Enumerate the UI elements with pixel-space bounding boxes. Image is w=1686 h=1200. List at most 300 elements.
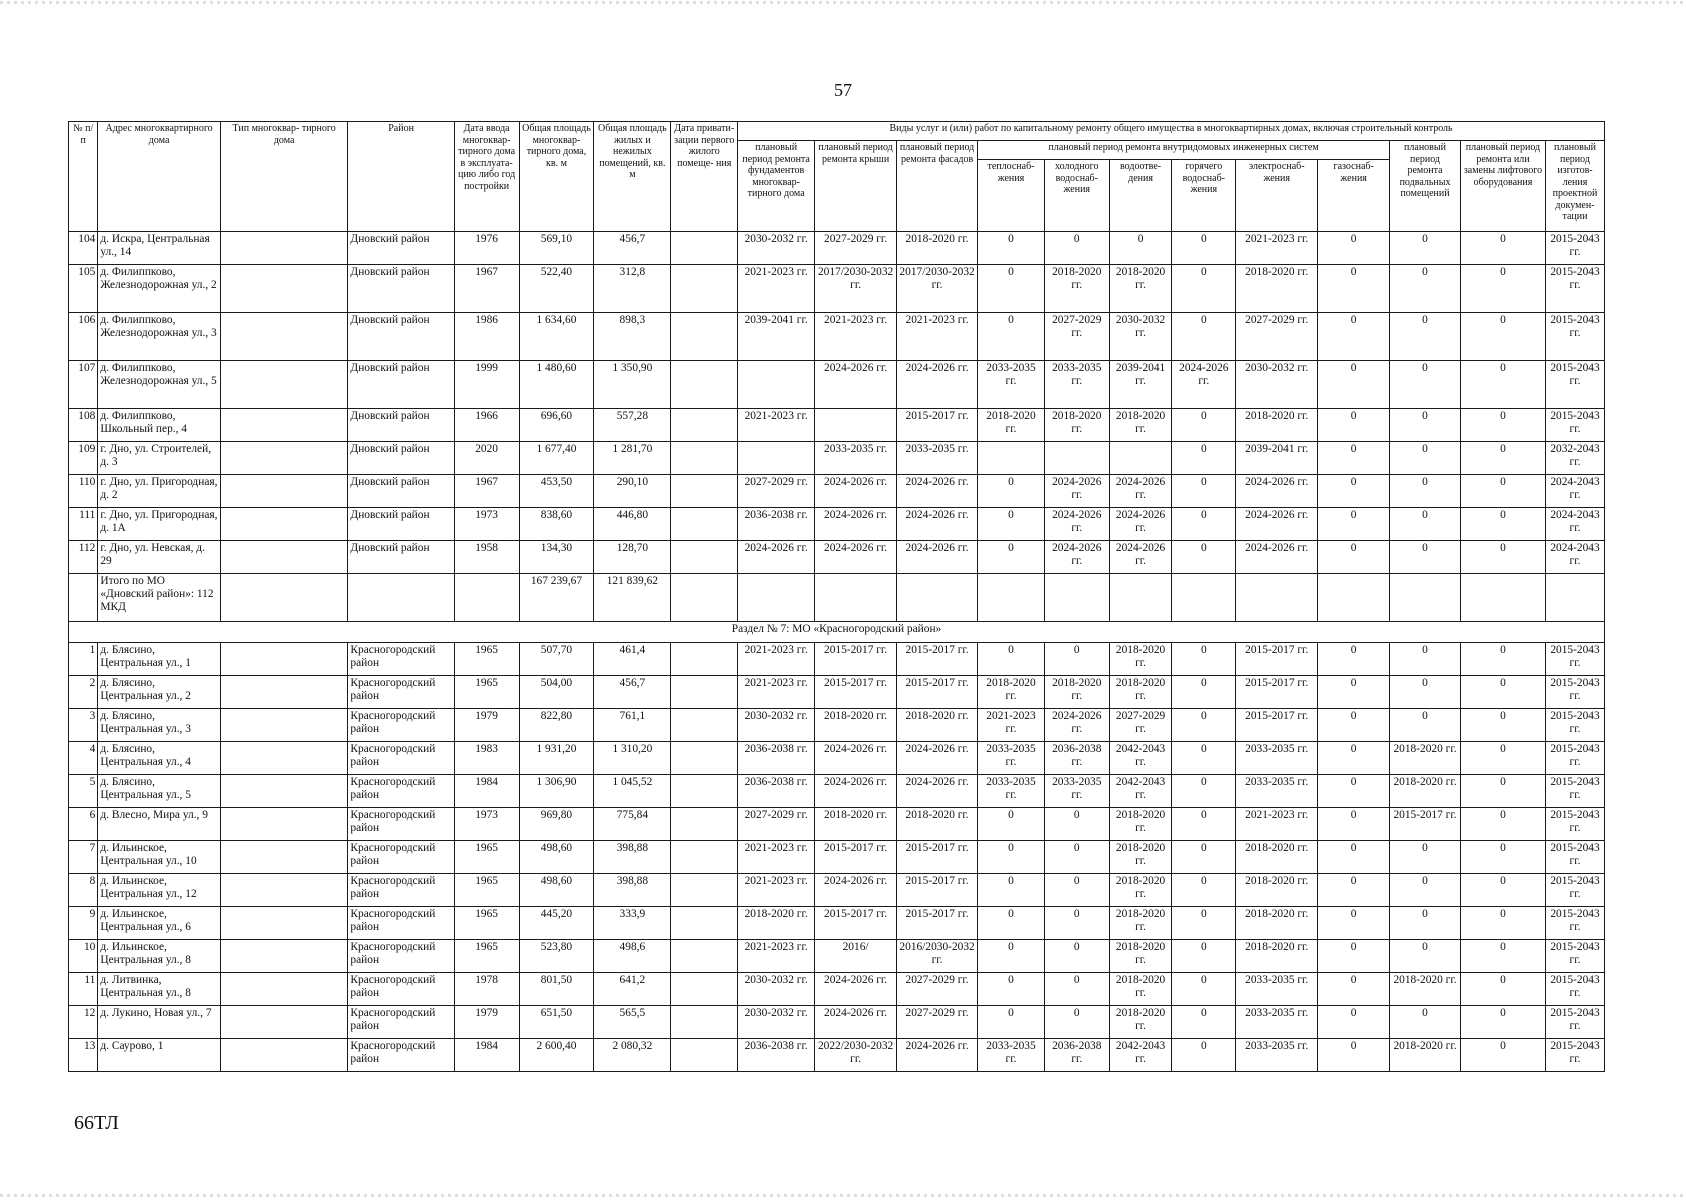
cell-living: 761,1 bbox=[594, 709, 671, 742]
cell-basement: 0 bbox=[1390, 676, 1461, 709]
cell-type bbox=[220, 541, 348, 574]
cell-address: д. Ильинское, Центральная ул., 12 bbox=[98, 874, 221, 907]
header-systems-group: плановый период ремонта внутридомовых инженерных систем bbox=[978, 141, 1390, 160]
cell-facade: 2024-2026 гг. bbox=[897, 1039, 978, 1072]
cell-sewer: 2018-2020 гг. bbox=[1109, 841, 1172, 874]
scan-edge-bottom bbox=[0, 1194, 1686, 1197]
cell-docs: 2015-2043 гг. bbox=[1545, 742, 1604, 775]
footer-code: 66ТЛ bbox=[74, 1112, 119, 1134]
cell-foundation: 2021-2023 гг. bbox=[738, 940, 815, 973]
cell-living: 456,7 bbox=[594, 232, 671, 265]
cell-basement: 0 bbox=[1390, 475, 1461, 508]
cell-address: г. Дно, ул. Пригородная, д. 1А bbox=[98, 508, 221, 541]
cell-sewer: 2042-2043 гг. bbox=[1109, 742, 1172, 775]
cell-priv bbox=[671, 313, 738, 361]
cell-basement: 0 bbox=[1390, 907, 1461, 940]
cell-elevator: 0 bbox=[1460, 940, 1545, 973]
cell-basement: 2018-2020 гг. bbox=[1390, 973, 1461, 1006]
cell-electric: 2033-2035 гг. bbox=[1236, 742, 1318, 775]
cell-foundation: 2036-2038 гг. bbox=[738, 742, 815, 775]
cell-district: Красногородский район bbox=[348, 676, 454, 709]
cell-heat: 0 bbox=[978, 313, 1045, 361]
cell-electric: 2039-2041 гг. bbox=[1236, 442, 1318, 475]
cell-district: Красногородский район bbox=[348, 907, 454, 940]
cell-heat: 0 bbox=[978, 475, 1045, 508]
cell-year: 1958 bbox=[454, 541, 519, 574]
cell-year: 1965 bbox=[454, 676, 519, 709]
cell-address: д. Искра, Центральная ул., 14 bbox=[98, 232, 221, 265]
cell-basement: 2018-2020 гг. bbox=[1390, 742, 1461, 775]
cell-sewer: 2030-2032 гг. bbox=[1109, 313, 1172, 361]
cell-elevator: 0 bbox=[1460, 1039, 1545, 1072]
cell-heat bbox=[978, 442, 1045, 475]
cell-n: 1 bbox=[69, 643, 98, 676]
cell-heat: 0 bbox=[978, 541, 1045, 574]
section-title: Раздел № 7: МО «Красногородский район» bbox=[69, 622, 1605, 643]
cell-elevator: 0 bbox=[1460, 775, 1545, 808]
cell-facade: 2016/2030-2032 гг. bbox=[897, 940, 978, 973]
table-row bbox=[69, 475, 1605, 508]
cell-heat: 2033-2035 гг. bbox=[978, 1039, 1045, 1072]
cell-facade: 2027-2029 гг. bbox=[897, 973, 978, 1006]
table-row bbox=[69, 874, 1605, 907]
cell-district: Дновский район bbox=[348, 232, 454, 265]
cell-heat: 0 bbox=[978, 808, 1045, 841]
cell-facade: 2024-2026 гг. bbox=[897, 361, 978, 409]
cell-gas: 0 bbox=[1318, 808, 1390, 841]
cell-foundation: 2021-2023 гг. bbox=[738, 874, 815, 907]
total-area-sum: 167 239,67 bbox=[519, 574, 594, 622]
cell-cold: 0 bbox=[1044, 874, 1109, 907]
cell-electric: 2018-2020 гг. bbox=[1236, 940, 1318, 973]
cell-n: 2 bbox=[69, 676, 98, 709]
cell-heat: 0 bbox=[978, 643, 1045, 676]
cell-facade: 2018-2020 гг. bbox=[897, 232, 978, 265]
cell-docs: 2015-2043 гг. bbox=[1545, 775, 1604, 808]
cell-total: 134,30 bbox=[519, 541, 594, 574]
cell-basement: 0 bbox=[1390, 874, 1461, 907]
cell-gas: 0 bbox=[1318, 775, 1390, 808]
cell-type bbox=[220, 709, 348, 742]
cell-facade: 2021-2023 гг. bbox=[897, 313, 978, 361]
cell-gas: 0 bbox=[1318, 676, 1390, 709]
cell-priv bbox=[671, 775, 738, 808]
cell-type bbox=[220, 232, 348, 265]
cell-elevator: 0 bbox=[1460, 475, 1545, 508]
cell-hot: 0 bbox=[1172, 742, 1236, 775]
cell-district: Дновский район bbox=[348, 361, 454, 409]
cell-year: 1965 bbox=[454, 907, 519, 940]
cell-living: 498,6 bbox=[594, 940, 671, 973]
header-works-group: Виды услуг и (или) работ по капитальному ремонту общего имущества в многоквартирных домах, включая строительный контроль bbox=[738, 122, 1605, 141]
cell-year: 1978 bbox=[454, 973, 519, 1006]
cell-foundation: 2039-2041 гг. bbox=[738, 313, 815, 361]
cell-cold: 0 bbox=[1044, 808, 1109, 841]
cell-year: 1967 bbox=[454, 475, 519, 508]
cell-type bbox=[220, 643, 348, 676]
cell-address: д. Блясино, Центральная ул., 3 bbox=[98, 709, 221, 742]
cell-roof: 2027-2029 гг. bbox=[815, 232, 897, 265]
cell-facade: 2015-2017 гг. bbox=[897, 643, 978, 676]
cell-district: Дновский район bbox=[348, 442, 454, 475]
cell-sewer: 2018-2020 гг. bbox=[1109, 808, 1172, 841]
cell-living: 312,8 bbox=[594, 265, 671, 313]
cell-hot: 0 bbox=[1172, 1006, 1236, 1039]
cell-electric: 2021-2023 гг. bbox=[1236, 232, 1318, 265]
header-design-docs: плановый период изготов- ления проектной докумен- тации bbox=[1545, 141, 1604, 232]
cell-heat: 0 bbox=[978, 907, 1045, 940]
cell-address: д. Ильинское, Центральная ул., 10 bbox=[98, 841, 221, 874]
cell-basement: 0 bbox=[1390, 709, 1461, 742]
cell-year: 1966 bbox=[454, 409, 519, 442]
cell-gas: 0 bbox=[1318, 265, 1390, 313]
cell-district: Красногородский район bbox=[348, 973, 454, 1006]
cell-elevator: 0 bbox=[1460, 709, 1545, 742]
cell-hot: 0 bbox=[1172, 973, 1236, 1006]
cell-electric: 2033-2035 гг. bbox=[1236, 775, 1318, 808]
cell-n: 5 bbox=[69, 775, 98, 808]
header-basement: плановый период ремонта подвальных помещений bbox=[1390, 141, 1461, 232]
cell-total: 822,80 bbox=[519, 709, 594, 742]
cell-district: Дновский район bbox=[348, 508, 454, 541]
cell-year: 1976 bbox=[454, 232, 519, 265]
cell-total: 801,50 bbox=[519, 973, 594, 1006]
cell-year: 1999 bbox=[454, 361, 519, 409]
table-row bbox=[69, 907, 1605, 940]
cell-facade: 2017/2030-2032 гг. bbox=[897, 265, 978, 313]
cell-sewer: 2042-2043 гг. bbox=[1109, 1039, 1172, 1072]
cell-year: 1965 bbox=[454, 643, 519, 676]
cell-type bbox=[220, 1039, 348, 1072]
cell-living: 2 080,32 bbox=[594, 1039, 671, 1072]
cell-living: 456,7 bbox=[594, 676, 671, 709]
table-row bbox=[69, 1006, 1605, 1039]
cell-docs: 2015-2043 гг. bbox=[1545, 973, 1604, 1006]
cell-foundation bbox=[738, 361, 815, 409]
cell-address: г. Дно, ул. Пригородная, д. 2 bbox=[98, 475, 221, 508]
cell-cold: 2024-2026 гг. bbox=[1044, 709, 1109, 742]
cell-roof: 2015-2017 гг. bbox=[815, 643, 897, 676]
cell-n: 9 bbox=[69, 907, 98, 940]
cell-sewer: 2024-2026 гг. bbox=[1109, 508, 1172, 541]
header-roof: плановый период ремонта крыши bbox=[815, 141, 897, 232]
cell-living: 128,70 bbox=[594, 541, 671, 574]
cell-electric: 2018-2020 гг. bbox=[1236, 874, 1318, 907]
cell-heat: 2021-2023 гг. bbox=[978, 709, 1045, 742]
cell-roof: 2024-2026 гг. bbox=[815, 874, 897, 907]
cell-hot: 0 bbox=[1172, 232, 1236, 265]
cell-hot: 0 bbox=[1172, 508, 1236, 541]
cell-foundation: 2036-2038 гг. bbox=[738, 508, 815, 541]
cell-docs: 2015-2043 гг. bbox=[1545, 907, 1604, 940]
cell-sewer: 2018-2020 гг. bbox=[1109, 265, 1172, 313]
page-number: 57 bbox=[834, 80, 852, 100]
cell-heat: 0 bbox=[978, 1006, 1045, 1039]
table-row bbox=[69, 232, 1605, 265]
cell-sewer bbox=[1109, 442, 1172, 475]
cell-total: 523,80 bbox=[519, 940, 594, 973]
table-row bbox=[69, 442, 1605, 475]
cell-foundation: 2030-2032 гг. bbox=[738, 232, 815, 265]
cell-elevator: 0 bbox=[1460, 409, 1545, 442]
cell-docs: 2015-2043 гг. bbox=[1545, 808, 1604, 841]
cell-gas: 0 bbox=[1318, 940, 1390, 973]
cell-n: 109 bbox=[69, 442, 98, 475]
cell-cold: 2036-2038 гг. bbox=[1044, 1039, 1109, 1072]
cell-hot: 0 bbox=[1172, 1039, 1236, 1072]
cell-cold: 2018-2020 гг. bbox=[1044, 676, 1109, 709]
cell-n: 108 bbox=[69, 409, 98, 442]
cell-address: д. Блясино, Центральная ул., 1 bbox=[98, 643, 221, 676]
cell-cold: 0 bbox=[1044, 1006, 1109, 1039]
table-row bbox=[69, 940, 1605, 973]
total-row bbox=[69, 574, 1605, 622]
cell-roof: 2022/2030-2032 гг. bbox=[815, 1039, 897, 1072]
table-row bbox=[69, 775, 1605, 808]
cell-heat: 2018-2020 гг. bbox=[978, 676, 1045, 709]
cell-year: 2020 bbox=[454, 442, 519, 475]
cell-basement: 0 bbox=[1390, 265, 1461, 313]
table-body bbox=[69, 232, 1605, 1072]
cell-gas: 0 bbox=[1318, 709, 1390, 742]
cell-living: 557,28 bbox=[594, 409, 671, 442]
cell-year: 1984 bbox=[454, 1039, 519, 1072]
cell-living: 775,84 bbox=[594, 808, 671, 841]
header-district: Район bbox=[348, 122, 454, 232]
cell-cold: 0 bbox=[1044, 973, 1109, 1006]
table-row bbox=[69, 643, 1605, 676]
cell-n: 10 bbox=[69, 940, 98, 973]
cell-cold: 2036-2038 гг. bbox=[1044, 742, 1109, 775]
header-num: № п/п bbox=[69, 122, 98, 232]
table-row bbox=[69, 808, 1605, 841]
cell-address: д. Литвинка, Центральная ул., 8 bbox=[98, 973, 221, 1006]
cell-foundation: 2036-2038 гг. bbox=[738, 1039, 815, 1072]
cell-elevator: 0 bbox=[1460, 676, 1545, 709]
cell-foundation: 2021-2023 гг. bbox=[738, 643, 815, 676]
cell-total: 498,60 bbox=[519, 841, 594, 874]
table-row bbox=[69, 676, 1605, 709]
cell-elevator: 0 bbox=[1460, 1006, 1545, 1039]
cell-total: 507,70 bbox=[519, 643, 594, 676]
cell-type bbox=[220, 265, 348, 313]
cell-electric: 2033-2035 гг. bbox=[1236, 973, 1318, 1006]
cell-district: Красногородский район bbox=[348, 874, 454, 907]
cell-type bbox=[220, 1006, 348, 1039]
header-foundation: плановый период ремонта фундаментов многоквар- тирного дома bbox=[738, 141, 815, 232]
cell-gas: 0 bbox=[1318, 841, 1390, 874]
cell-elevator: 0 bbox=[1460, 643, 1545, 676]
cell-cold: 2033-2035 гг. bbox=[1044, 775, 1109, 808]
cell-docs: 2024-2043 гг. bbox=[1545, 541, 1604, 574]
cell-address: д. Блясино, Центральная ул., 5 bbox=[98, 775, 221, 808]
cell-year: 1979 bbox=[454, 709, 519, 742]
cell-roof: 2024-2026 гг. bbox=[815, 475, 897, 508]
header-living-area: Общая площадь жилых и нежилых помещений, кв. м bbox=[594, 122, 671, 232]
cell-year: 1979 bbox=[454, 1006, 519, 1039]
cell-basement: 0 bbox=[1390, 313, 1461, 361]
cell-total: 1 306,90 bbox=[519, 775, 594, 808]
cell-facade: 2018-2020 гг. bbox=[897, 808, 978, 841]
cell-gas: 0 bbox=[1318, 475, 1390, 508]
header-privatization: Дата привати- зации первого жилого помеще- ния bbox=[671, 122, 738, 232]
cell-gas: 0 bbox=[1318, 742, 1390, 775]
cell-sewer: 2024-2026 гг. bbox=[1109, 541, 1172, 574]
cell-electric: 2033-2035 гг. bbox=[1236, 1006, 1318, 1039]
cell-priv bbox=[671, 643, 738, 676]
cell-electric: 2015-2017 гг. bbox=[1236, 709, 1318, 742]
cell-docs: 2015-2043 гг. bbox=[1545, 1006, 1604, 1039]
cell-electric: 2033-2035 гг. bbox=[1236, 1039, 1318, 1072]
cell-total: 498,60 bbox=[519, 874, 594, 907]
cell-address: д. Блясино, Центральная ул., 4 bbox=[98, 742, 221, 775]
cell-elevator: 0 bbox=[1460, 361, 1545, 409]
cell-district: Красногородский район bbox=[348, 841, 454, 874]
cell-n: 6 bbox=[69, 808, 98, 841]
cell-hot: 0 bbox=[1172, 265, 1236, 313]
cell-roof: 2016/ bbox=[815, 940, 897, 973]
cell-cold: 2027-2029 гг. bbox=[1044, 313, 1109, 361]
cell-type bbox=[220, 907, 348, 940]
cell-facade: 2033-2035 гг. bbox=[897, 442, 978, 475]
cell-year: 1967 bbox=[454, 265, 519, 313]
cell-cold: 2024-2026 гг. bbox=[1044, 541, 1109, 574]
cell-sewer: 2018-2020 гг. bbox=[1109, 874, 1172, 907]
cell-docs: 2015-2043 гг. bbox=[1545, 409, 1604, 442]
cell-living: 461,4 bbox=[594, 643, 671, 676]
cell-gas: 0 bbox=[1318, 541, 1390, 574]
cell-type bbox=[220, 313, 348, 361]
cell-sewer: 2027-2029 гг. bbox=[1109, 709, 1172, 742]
cell-living: 290,10 bbox=[594, 475, 671, 508]
cell-sewer: 2018-2020 гг. bbox=[1109, 940, 1172, 973]
cell-foundation: 2030-2032 гг. bbox=[738, 1006, 815, 1039]
cell-gas: 0 bbox=[1318, 442, 1390, 475]
cell-type bbox=[220, 742, 348, 775]
table-row bbox=[69, 313, 1605, 361]
cell-elevator: 0 bbox=[1460, 907, 1545, 940]
cell-district: Дновский район bbox=[348, 265, 454, 313]
cell-foundation: 2021-2023 гг. bbox=[738, 676, 815, 709]
cell-type bbox=[220, 841, 348, 874]
section-row bbox=[69, 622, 1605, 643]
cell-electric: 2018-2020 гг. bbox=[1236, 265, 1318, 313]
cell-basement: 0 bbox=[1390, 361, 1461, 409]
cell-priv bbox=[671, 1039, 738, 1072]
cell-year: 1986 bbox=[454, 313, 519, 361]
cell-heat: 0 bbox=[978, 265, 1045, 313]
cell-foundation: 2024-2026 гг. bbox=[738, 541, 815, 574]
cell-sewer: 0 bbox=[1109, 232, 1172, 265]
cell-year: 1973 bbox=[454, 808, 519, 841]
cell-cold: 2024-2026 гг. bbox=[1044, 475, 1109, 508]
cell-priv bbox=[671, 874, 738, 907]
cell-district: Красногородский район bbox=[348, 709, 454, 742]
cell-elevator: 0 bbox=[1460, 808, 1545, 841]
cell-docs: 2015-2043 гг. bbox=[1545, 232, 1604, 265]
cell-district: Дновский район bbox=[348, 409, 454, 442]
cell-priv bbox=[671, 709, 738, 742]
cell-hot: 0 bbox=[1172, 709, 1236, 742]
cell-priv bbox=[671, 361, 738, 409]
cell-priv bbox=[671, 676, 738, 709]
cell-cold: 0 bbox=[1044, 232, 1109, 265]
cell-foundation: 2021-2023 гг. bbox=[738, 841, 815, 874]
cell-total: 969,80 bbox=[519, 808, 594, 841]
cell-roof: 2018-2020 гг. bbox=[815, 808, 897, 841]
cell-living: 898,3 bbox=[594, 313, 671, 361]
cell-address: д. Ильинское, Центральная ул., 6 bbox=[98, 907, 221, 940]
table-row bbox=[69, 361, 1605, 409]
cell-total: 696,60 bbox=[519, 409, 594, 442]
cell-basement: 0 bbox=[1390, 841, 1461, 874]
cell-type bbox=[220, 361, 348, 409]
cell-priv bbox=[671, 808, 738, 841]
header-gas: газоснаб- жения bbox=[1318, 160, 1390, 232]
cell-priv bbox=[671, 907, 738, 940]
cell-living: 1 350,90 bbox=[594, 361, 671, 409]
cell-cold: 0 bbox=[1044, 643, 1109, 676]
cell-total: 1 480,60 bbox=[519, 361, 594, 409]
cell-district: Красногородский район bbox=[348, 808, 454, 841]
cell-roof bbox=[815, 409, 897, 442]
cell-roof: 2021-2023 гг. bbox=[815, 313, 897, 361]
cell-address: д. Филиппково, Железнодорожная ул., 5 bbox=[98, 361, 221, 409]
cell-living: 446,80 bbox=[594, 508, 671, 541]
cell-total: 838,60 bbox=[519, 508, 594, 541]
cell-n: 12 bbox=[69, 1006, 98, 1039]
cell-basement: 0 bbox=[1390, 1006, 1461, 1039]
cell-n: 7 bbox=[69, 841, 98, 874]
cell-living: 641,2 bbox=[594, 973, 671, 1006]
cell-roof: 2015-2017 гг. bbox=[815, 907, 897, 940]
scan-edge-top bbox=[0, 1, 1686, 4]
cell-electric: 2024-2026 гг. bbox=[1236, 508, 1318, 541]
cell-total: 1 677,40 bbox=[519, 442, 594, 475]
cell-address: д. Филиппково, Железнодорожная ул., 3 bbox=[98, 313, 221, 361]
cell-gas: 0 bbox=[1318, 313, 1390, 361]
cell-district: Красногородский район bbox=[348, 775, 454, 808]
cell-docs: 2015-2043 гг. bbox=[1545, 709, 1604, 742]
cell-address: д. Влесно, Мира ул., 9 bbox=[98, 808, 221, 841]
cell-priv bbox=[671, 973, 738, 1006]
header-facade: плановый период ремонта фасадов bbox=[897, 141, 978, 232]
cell-living: 1 310,20 bbox=[594, 742, 671, 775]
cell-facade: 2024-2026 гг. bbox=[897, 508, 978, 541]
cell-n: 3 bbox=[69, 709, 98, 742]
total-label: Итого по МО «Дновский район»: 112 МКД bbox=[98, 574, 221, 622]
cell-basement: 0 bbox=[1390, 508, 1461, 541]
cell-n: 8 bbox=[69, 874, 98, 907]
cell-priv bbox=[671, 841, 738, 874]
cell-facade: 2024-2026 гг. bbox=[897, 475, 978, 508]
cell-electric: 2018-2020 гг. bbox=[1236, 841, 1318, 874]
cell-facade: 2024-2026 гг. bbox=[897, 775, 978, 808]
cell-district: Красногородский район bbox=[348, 1039, 454, 1072]
cell-roof: 2024-2026 гг. bbox=[815, 775, 897, 808]
cell-foundation: 2030-2032 гг. bbox=[738, 973, 815, 1006]
cell-roof: 2017/2030-2032 гг. bbox=[815, 265, 897, 313]
cell-type bbox=[220, 973, 348, 1006]
cell-elevator: 0 bbox=[1460, 742, 1545, 775]
cell-priv bbox=[671, 541, 738, 574]
cell-elevator: 0 bbox=[1460, 442, 1545, 475]
cell-electric: 2027-2029 гг. bbox=[1236, 313, 1318, 361]
cell-priv bbox=[671, 265, 738, 313]
cell-hot: 0 bbox=[1172, 313, 1236, 361]
cell-sewer: 2039-2041 гг. bbox=[1109, 361, 1172, 409]
cell-district: Дновский район bbox=[348, 313, 454, 361]
